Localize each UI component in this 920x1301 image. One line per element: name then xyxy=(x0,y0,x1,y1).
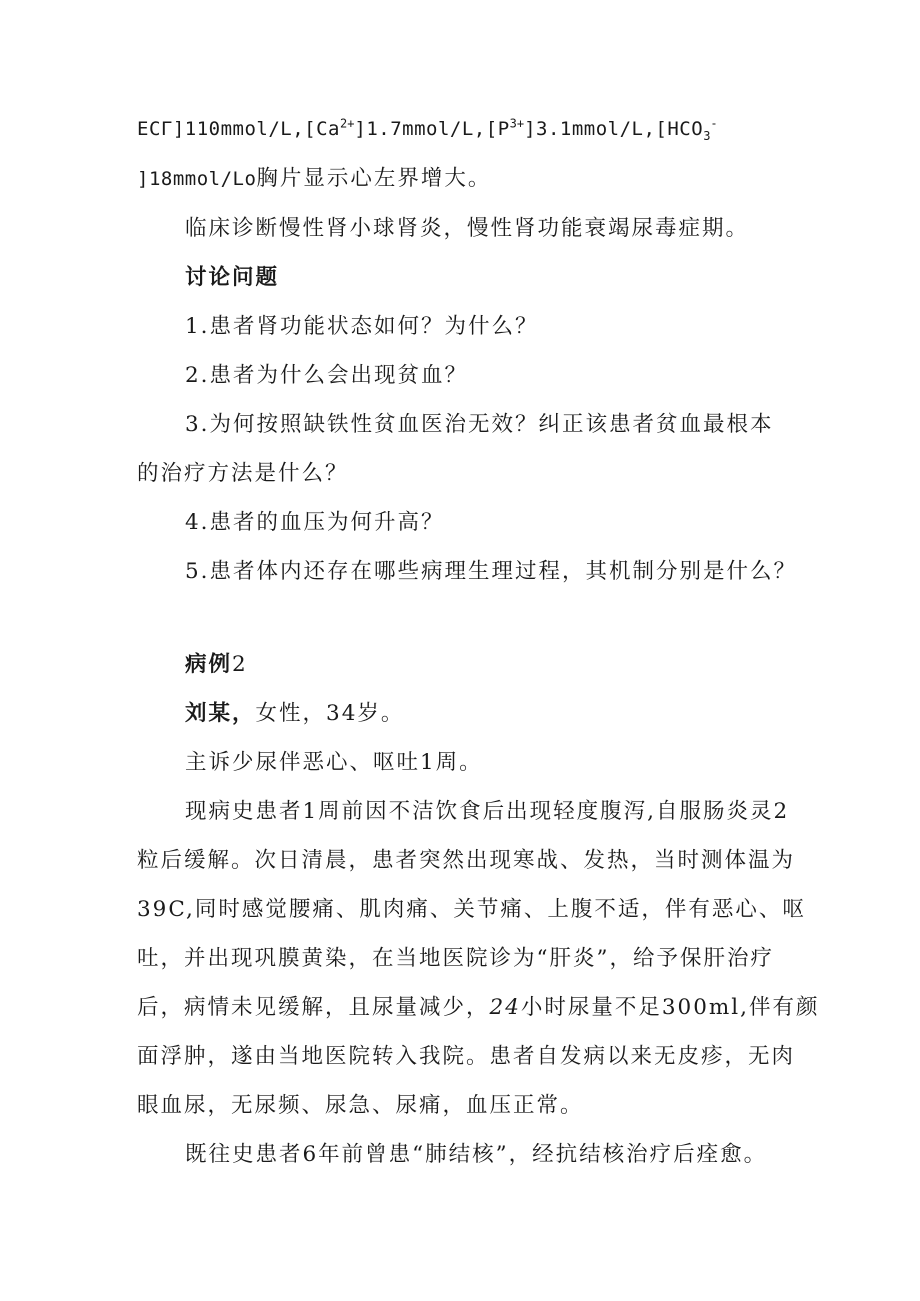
history-line-2: 粒后缓解。次日清晨，患者突然出现寒战、发热，当时测体温为 xyxy=(137,848,796,873)
chief-complaint: 主诉少尿伴恶心、呕吐1周。 xyxy=(185,750,483,775)
case-title-number: 2 xyxy=(232,652,248,677)
history-line-1: 现病史患者1周前因不洁饮食后出现轻度腹泻,自服肠炎灵2 xyxy=(185,799,790,824)
lab-calcium-charge: 2+ xyxy=(339,116,355,131)
history-line-5-start: 后，病情未见缓解，且尿量减少， xyxy=(137,995,490,1020)
lab-bicarbonate-value: ]18mmol/Lo xyxy=(137,168,257,190)
past-history: 既往史患者6年前曾患“肺结核”，经抗结核治疗后痊愈。 xyxy=(185,1142,768,1167)
history-line-7: 眼血尿，无尿频、尿急、尿痛，血压正常。 xyxy=(137,1093,584,1118)
lab-phosphorus: ]3.1mmol/L,[HCO xyxy=(524,118,704,140)
question-3-continued: 的治疗方法是什么？ xyxy=(137,461,349,486)
discussion-heading: 讨论问题 xyxy=(185,265,280,290)
question-3: 3.为何按照缺铁性贫血医治无效？纠正该患者贫血最根本 xyxy=(185,412,774,437)
question-4: 4.患者的血压为何升高？ xyxy=(185,510,445,535)
patient-demographics: 女性，34岁。 xyxy=(255,701,405,726)
history-line-6: 面浮肿，遂由当地医院转入我院。患者自发病以来无皮疹，无肉 xyxy=(137,1044,796,1069)
lab-calcium: ]1.7mmol/L,[P xyxy=(354,118,510,140)
patient-info xyxy=(185,703,404,725)
lab-values-line-2 xyxy=(137,168,491,190)
case-title-label: 病例 xyxy=(185,652,233,677)
lab-values-line xyxy=(137,116,718,143)
lab-bicarbonate-subscript: 3 xyxy=(703,128,711,143)
history-line-5-end: 小时尿量不足300ml,伴有颜 xyxy=(520,995,820,1020)
question-1: 1.患者肾功能状态如何？为什么？ xyxy=(185,314,539,339)
lab-bicarbonate-charge: - xyxy=(710,116,718,131)
history-line-4: 吐，并出现巩膜黄染，在当地医院诊为“肝炎”，给予保肝治疗 xyxy=(137,946,774,971)
urine-hours: 24 xyxy=(489,995,521,1020)
lab-phosphorus-charge: 3+ xyxy=(509,116,525,131)
lab-chloride: ECΓ]110mmol/L,[Ca xyxy=(137,118,340,140)
question-5: 5.患者体内还存在哪些病理生理过程，其机制分别是什么？ xyxy=(185,559,798,584)
case-2-title xyxy=(185,654,248,676)
clinical-diagnosis: 临床诊断慢性肾小球肾炎，慢性肾功能衰竭尿毒症期。 xyxy=(185,216,750,241)
history-line-3: 39C,同时感觉腰痛、肌肉痛、关节痛、上腹不适，伴有恶心、呕 xyxy=(137,897,806,922)
history-line-5 xyxy=(137,997,820,1019)
patient-name: 刘某， xyxy=(185,701,256,726)
question-2: 2.患者为什么会出现贫血？ xyxy=(185,363,469,388)
chest-xray-finding: 胸片显示心左界增大。 xyxy=(256,166,492,191)
